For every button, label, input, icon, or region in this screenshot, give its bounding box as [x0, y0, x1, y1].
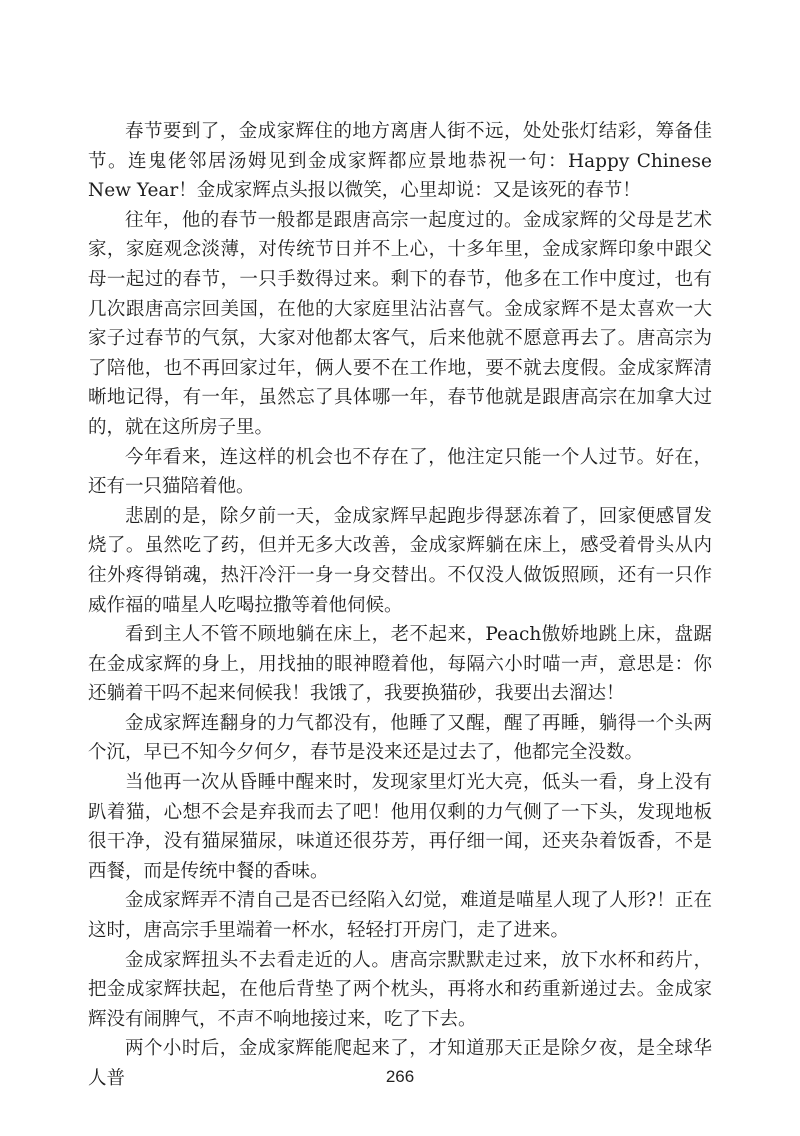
paragraph-9: 金成家辉扭头不去看走近的人。唐高宗默默走过来，放下水杯和药片，把金成家辉扶起，在他后背垫了两个枕头，再将水和药重新递过去。金成家辉没有闹脾气，不声不响地接过来，吃了下去。: [88, 949, 712, 1030]
paragraph-8: 金成家辉弄不清自己是否已经陷入幻觉，难道是喵星人现了人形?！正在这时，唐高宗手里端着一杯水，轻轻打开房门，走了进来。: [88, 890, 712, 942]
paragraph-5: 看到主人不管不顾地躺在床上，老不起来，Peach傲娇地跳上床，盘踞在金成家辉的身上，用找抽的眼神瞪着他，每隔六小时喵一声，意思是：你还躺着干吗不起来伺候我！我饿了，我要换猫砂，我要出去溜达！: [88, 624, 712, 705]
paragraph-1: 春节要到了，金成家辉住的地方离唐人街不远，处处张灯结彩，筹备佳节。连鬼佬邻居汤姆见到金成家辉都应景地恭祝一句：Happy Chinese New Year！金成家辉点头报以微笑，心里却说：又是该死的春节！: [88, 121, 712, 202]
paragraph-7: 当他再一次从昏睡中醒来时，发现家里灯光大亮，低头一看，身上没有趴着猫，心想不会是弃我而去了吧！他用仅剩的力气侧了一下头，发现地板很干净，没有猫屎猫尿，味道还很芬芳，再仔细一闻，还夹杂着饭香，不是西餐，而是传统中餐的香味。: [88, 772, 712, 882]
paragraph-2: 往年，他的春节一般都是跟唐高宗一起度过的。金成家辉的父母是艺术家，家庭观念淡薄，对传统节日并不上心，十多年里，金成家辉印象中跟父母一起过的春节，一只手数得过来。剩下的春节，他多在工作中度过，也有几次跟唐高宗回美国，在他的大家庭里沾沾喜气。金成家辉不是太喜欢一大家子过春节的气氛，大家对他都太客气，后来他就不愿意再去了。唐高宗为了陪他，也不再回家过年，俩人要不在工作地，要不就去度假。金成家辉清晰地记得，有一年，虽然忘了具体哪一年，春节他就是跟唐高宗在加拿大过的，就在这所房子里。: [88, 209, 712, 438]
paragraph-6: 金成家辉连翻身的力气都没有，他睡了又醒，醒了再睡，躺得一个头两个沉，早已不知今夕何夕，春节是没来还是过去了，他都完全没数。: [88, 712, 712, 764]
body-text: [88, 117, 712, 1094]
paragraph-3: 今年看来，连这样的机会也不存在了，他注定只能一个人过节。好在，还有一只猫陪着他。: [88, 446, 712, 498]
paragraph-4: 悲剧的是，除夕前一天，金成家辉早起跑步得瑟冻着了，回家便感冒发烧了。虽然吃了药，但并无多大改善，金成家辉躺在床上，感受着骨头从内往外疼得销魂，热汗冷汗一身一身交替出。不仅没人做饭照顾，还有一只作威作福的喵星人吃喝拉撒等着他伺候。: [88, 505, 712, 616]
page-number: 266: [385, 1067, 415, 1086]
paragraph-10: 两个小时后，金成家辉能爬起来了，才知道那天正是除夕夜，是全球华人普: [88, 1038, 712, 1089]
